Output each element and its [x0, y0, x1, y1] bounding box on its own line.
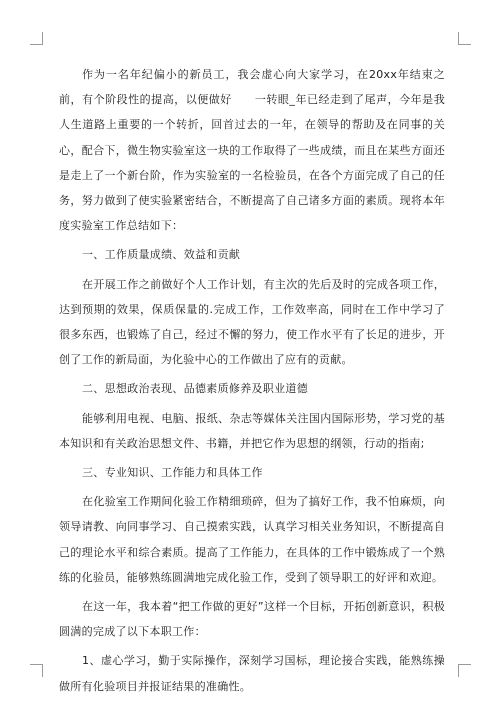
- section-heading-3: 三、专业知识、工作能力和具体工作: [82, 466, 263, 480]
- paragraph-work-quality: 在开展工作之前做好个人工作计划，有主次的先后及时的完成各项工作，达到预期的效果，保质保量的.完成工作，工作效率高，同时在工作中学习了很多东西，也锻炼了自己，经过不懈的努力，使工作水平有了长足的进步，开创了工作的新局面，为化验中心的工作做出了应有的贡献。: [59, 277, 445, 367]
- crop-mark-bottom-left: [30, 664, 43, 677]
- paragraph-professional: 在化验室工作期间化验工作精细琐碎，但为了搞好工作，我不怕麻烦，向领导请教、向同事学习、自己摸索实践，认真学习相关业务知识，不断提高自己的理论水平和综合素质。提高了工作能力，在具体的工作中锻炼成了一个熟练的化验员，能够熟练圆满地完成化验工作，受到了领导职工的好评和欢迎。: [59, 495, 445, 584]
- document-body: [59, 62, 445, 703]
- paragraph-political: 能够利用电视、电脑、报纸、杂志等媒体关注国内国际形势，学习党的基本知识和有关政治思想文件、书籍，并把它作为思想的纲领，行动的指南;: [59, 411, 445, 450]
- crop-mark-top-left: [30, 32, 43, 45]
- paragraph-year-summary: 在这一年，我本着“把工作做的更好”这样一个目标，开拓创新意识，积极圆满的完成了以下本职工作：: [59, 600, 445, 639]
- section-heading-2: 二、思想政治表现、品德素质修养及职业道德: [82, 382, 308, 396]
- paragraph-intro: 作为一名年纪偏小的新员工，我会虚心向大家学习，在20xx年结束之前，有个阶段性的提高，以便做好 一转眼_年已经走到了尾声，今年是我人生道路上重要的一个转折，回首过去的一年，在领导的帮助及在同事的关心，配合下，微生物实验室这一块的工作取得了一些成绩，而且在某些方面还是走上了一个新台阶，作为实验室的一名检验员，在各个方面完成了自己的任务，努力做到了使实验紧密结合，不断提高了自己诸多方面的素质。现将本年度实验室工作总结如下：: [59, 68, 445, 233]
- crop-mark-top-right: [458, 32, 471, 45]
- section-heading-1: 一、工作质量成绩、效益和贡献: [82, 248, 241, 262]
- crop-mark-bottom-right: [458, 664, 471, 677]
- paragraph-item-1: 1、虚心学习，勤于实际操作，深刻学习国标，理论接合实践，能熟练操做所有化验项目并报证结果的准确性。: [59, 654, 445, 693]
